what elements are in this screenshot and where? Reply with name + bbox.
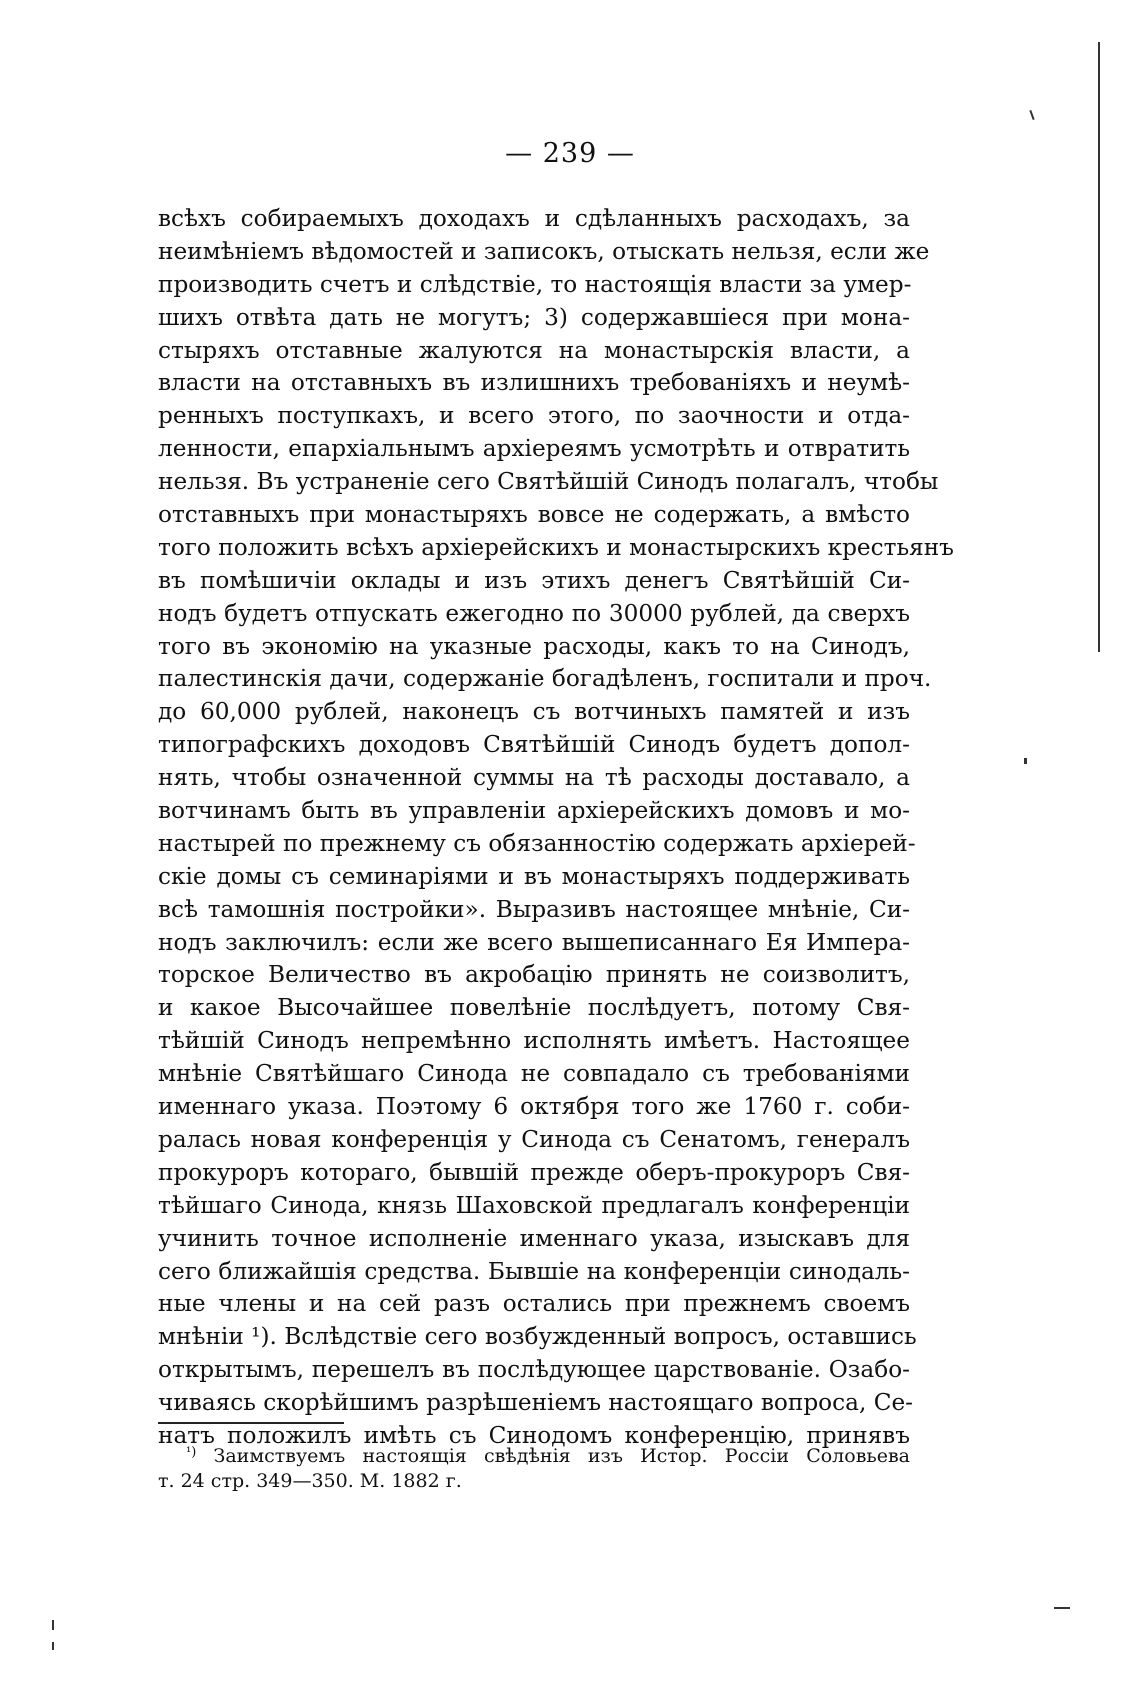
- footnote-rule: [158, 1422, 344, 1424]
- footnote-marker: ¹): [186, 1445, 197, 1460]
- text-line: нодъ будетъ отпускать ежегодно по 30000 рублей, да сверхъ: [158, 599, 910, 627]
- text-line: нодъ заключилъ: если же всего вышеписаннаго Ея Импера-: [158, 928, 910, 956]
- text-line: ралась новая конференція у Синода съ Сенатомъ, генералъ: [158, 1125, 910, 1153]
- text-line: чиваясь скорѣйшимъ разрѣшеніемъ настоящаго вопроса, Се-: [158, 1389, 913, 1417]
- text-line: сего ближайшія средства. Бывшіе на конференціи синодаль-: [158, 1257, 910, 1285]
- text-line: производить счетъ и слѣдствіе, то настоящія власти за умер-: [158, 270, 912, 298]
- footnotes: [158, 1439, 910, 1495]
- text-line: открытымъ, перешелъ въ послѣдующее царствованіе. Озабо-: [158, 1356, 910, 1384]
- text-line: нельзя. Въ устраненіе сего Святѣйшій Синодъ полагалъ, чтобы: [158, 468, 939, 496]
- text-line: того въ экономію на указные расходы, какъ то на Синодъ,: [158, 632, 910, 660]
- body-text: [158, 203, 954, 1453]
- text-line: вотчинамъ быть въ управленіи архіерейскихъ домовъ и мо-: [158, 797, 910, 825]
- scan-speck: [52, 1642, 54, 1650]
- text-line: прокуроръ котораго, бывшій прежде оберъ-прокуроръ Свя-: [158, 1158, 910, 1186]
- text-line: палестинскія дачи, содержаніе богадѣленъ, госпитали и проч.: [158, 665, 932, 693]
- text-line: всѣхъ собираемыхъ доходахъ и сдѣланныхъ расходахъ, за: [158, 205, 910, 232]
- text-line: до 60,000 рублей, наконецъ съ вотчиныхъ памятей и изъ: [158, 698, 910, 726]
- scan-edge-line: [1098, 42, 1100, 652]
- text-line: шихъ отвѣта дать не могутъ; 3) содержавшіеся при мона-: [158, 303, 910, 331]
- text-line: именнаго указа. Поэтому 6 октября того же 1760 г. соби-: [158, 1093, 910, 1121]
- text-line: настырей по прежнему съ обязанностію содержать архіерей-: [158, 829, 916, 857]
- text-line: мнѣніи ¹). Вслѣдствіе сего возбужденный вопросъ, оставшись: [158, 1323, 917, 1351]
- text-line: тѣйшаго Синода, князь Шаховской предлагалъ конференціи: [158, 1191, 910, 1219]
- text-line: стыряхъ отставные жалуются на монастырскія власти, а: [158, 336, 910, 364]
- text-line: ные члены и на сей разъ остались при прежнемъ своемъ: [158, 1290, 910, 1318]
- text-line: всѣ тамошнія постройки». Выразивъ настоящее мнѣніе, Си-: [158, 895, 910, 923]
- page-number: — 239 —: [505, 138, 635, 169]
- footnote-line: [158, 1439, 910, 1467]
- text-line: торское Величество въ акробацію принять не соизволитъ,: [158, 961, 910, 989]
- text-line: типографскихъ доходовъ Святѣйшій Синодъ будетъ допол-: [158, 731, 910, 759]
- text-line: и какое Высочайшее повелѣніе послѣдуетъ, потому Свя-: [158, 994, 910, 1022]
- text-line: скіе домы съ семинаріями и въ монастыряхъ поддерживать: [158, 862, 910, 890]
- footnote-line: т. 24 стр. 349—350. М. 1882 г.: [158, 1470, 462, 1492]
- text-line: ленности, епархіальнымъ архіереямъ усмотрѣть и отвратить: [158, 435, 910, 463]
- text-line: натъ положилъ имѣть съ Синодомъ конференцію, принявъ: [158, 1421, 910, 1449]
- scan-speck: [1054, 1607, 1070, 1609]
- scan-speck: [1029, 110, 1034, 120]
- text-line: тѣйшій Синодъ непремѣнно исполнять имѣетъ. Настоящее: [158, 1027, 910, 1055]
- text-line: ренныхъ поступкахъ, и всего этого, по заочности и отда-: [158, 402, 910, 430]
- footnote-text: Заимствуемъ настоящія свѣдѣнія изъ Истор. Россіи Соловьева: [213, 1445, 910, 1467]
- text-line: мнѣніе Святѣйшаго Синода не совпадало съ требованіями: [158, 1060, 910, 1088]
- text-line: отставныхъ при монастыряхъ вовсе не содержать, а вмѣсто: [158, 501, 910, 529]
- text-line: учинить точное исполненіе именнаго указа, изыскавъ для: [158, 1224, 910, 1252]
- text-line: въ помѣшичіи оклады и изъ этихъ денегъ Святѣйшій Си-: [158, 566, 910, 594]
- scan-speck: [52, 1620, 54, 1630]
- text-line: власти на отставныхъ въ излишнихъ требованіяхъ и неумѣ-: [158, 369, 910, 397]
- text-line: нять, чтобы означенной суммы на тѣ расходы доставало, а: [158, 764, 910, 792]
- text-line: того положить всѣхъ архіерейскихъ и монастырскихъ крестьянъ: [158, 533, 954, 561]
- scan-speck: [1024, 758, 1027, 764]
- text-line: неимѣніемъ вѣдомостей и записокъ, отыскать нельзя, если же: [158, 237, 930, 265]
